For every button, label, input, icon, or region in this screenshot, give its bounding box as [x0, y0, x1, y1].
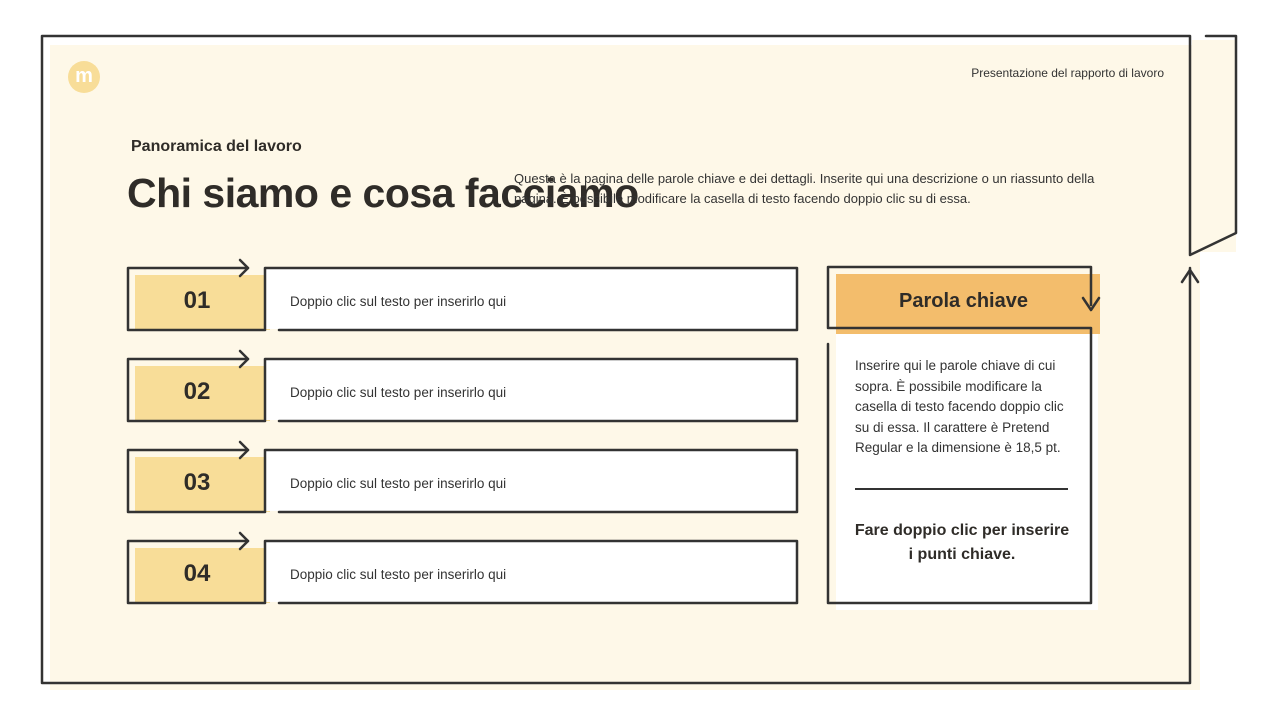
logo-icon: m: [68, 61, 100, 93]
keyword-description[interactable]: Inserire qui le parole chiave di cui sopra. È possibile modificare la casella di testo facendo doppio clic su di essa. Il carattere è Pretend Regular e la dimensione è 18,5 pt.: [855, 358, 1064, 455]
item-number: 03: [183, 469, 211, 496]
item-text[interactable]: Doppio clic sul testo per inserirlo qui: [290, 476, 507, 491]
keyword-frame-top: [828, 267, 1091, 603]
item-number: 04: [183, 560, 211, 587]
section-subtitle: Panoramica del lavoro: [131, 138, 302, 155]
page-title: Chi siamo e cosa facciamo: [127, 170, 639, 216]
item-text[interactable]: Doppio clic sul testo per inserirlo qui: [290, 567, 507, 582]
item-frame: [128, 450, 797, 512]
keyword-title[interactable]: Parola chiave: [899, 290, 1028, 312]
item-number: 02: [183, 378, 211, 405]
item-frame: [128, 359, 797, 421]
item-frame: [128, 541, 797, 603]
item-text[interactable]: Doppio clic sul testo per inserirlo qui: [290, 385, 507, 400]
item-frame: [128, 268, 797, 330]
keyword-points[interactable]: Fare doppio clic per inserire i punti chiave.: [854, 522, 1070, 563]
item-text[interactable]: Doppio clic sul testo per inserirlo qui: [290, 294, 507, 309]
item-number: 01: [183, 287, 211, 314]
presentation-title: Presentazione del rapporto di lavoro: [971, 66, 1164, 80]
page-description[interactable]: Questa è la pagina delle parole chiave e dei dettagli. Inserite qui una descrizione o un riassunto della pagina. È possibile modificare la casella di testo facendo doppio clic su di essa.: [514, 171, 1095, 206]
